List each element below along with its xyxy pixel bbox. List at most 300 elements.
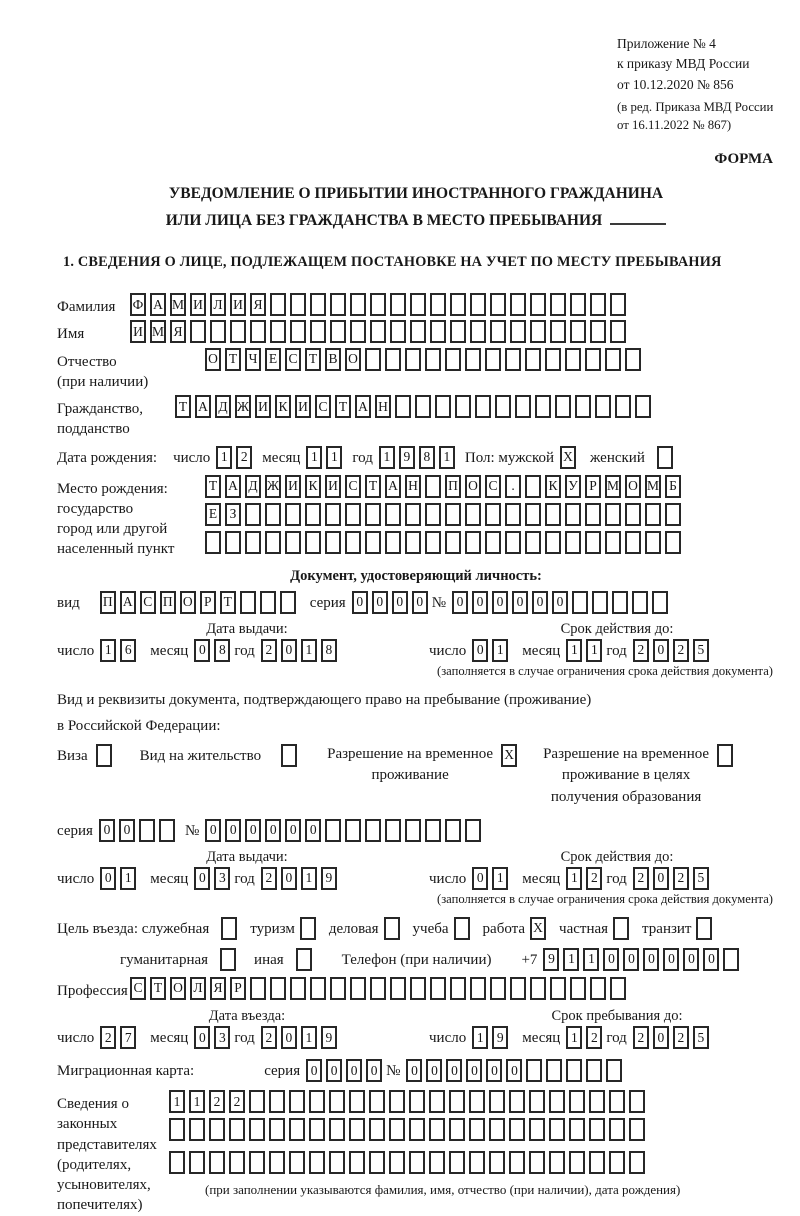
- char-box: Я: [250, 293, 266, 316]
- char-box: X: [501, 744, 517, 767]
- char-box: 0: [623, 948, 639, 971]
- char-box: [345, 819, 361, 842]
- temp-residence-edu-label: Разрешение на временное проживание в целях получения образования: [543, 745, 710, 806]
- char-box: О: [465, 475, 481, 498]
- char-box: [330, 320, 346, 343]
- char-box: И: [325, 475, 341, 498]
- char-box: 9: [321, 1026, 337, 1049]
- residence-valid-date-group: [429, 849, 775, 890]
- char-box: [169, 1118, 185, 1141]
- char-box: [505, 531, 521, 554]
- char-box: Т: [205, 475, 221, 498]
- char-box: 0: [281, 639, 297, 662]
- char-box: [545, 531, 561, 554]
- char-box: [485, 503, 501, 526]
- sex-female-checkbox: [657, 446, 677, 469]
- char-box: [415, 395, 431, 418]
- char-box: [589, 1118, 605, 1141]
- char-box: Л: [210, 293, 226, 316]
- char-box: [430, 293, 446, 316]
- char-box: 0: [392, 591, 408, 614]
- patronymic-row: [57, 348, 775, 393]
- char-box: [449, 1118, 465, 1141]
- char-box: [549, 1118, 565, 1141]
- char-box: К: [305, 475, 321, 498]
- char-box: 2: [586, 867, 602, 890]
- char-box: [350, 293, 366, 316]
- year-label: год: [234, 870, 255, 887]
- phone-label: Телефон (при наличии): [341, 951, 492, 968]
- char-box: [465, 531, 481, 554]
- char-box: [329, 1118, 345, 1141]
- month-label: месяц: [150, 1030, 189, 1047]
- char-box: З: [225, 503, 241, 526]
- char-box: [629, 1090, 645, 1113]
- appendix-line: от 10.12.2020 № 856: [617, 76, 734, 92]
- char-box: [445, 531, 461, 554]
- char-box: [229, 1118, 245, 1141]
- char-box: И: [230, 293, 246, 316]
- char-box: 0: [683, 948, 699, 971]
- char-box: [510, 320, 526, 343]
- char-box: 0: [486, 1059, 502, 1082]
- char-box: [309, 1118, 325, 1141]
- char-box: 0: [99, 819, 115, 842]
- char-box: О: [180, 591, 196, 614]
- visit-purpose-row: [57, 917, 775, 940]
- char-box: 0: [346, 1059, 362, 1082]
- citizenship-label: Гражданство, подданство: [57, 401, 144, 438]
- residence-valid-day-boxes: [472, 867, 512, 890]
- char-box: [475, 395, 491, 418]
- char-box: [425, 475, 441, 498]
- char-box: 1: [169, 1090, 185, 1113]
- char-box: 1: [301, 639, 317, 662]
- char-box: 0: [472, 591, 488, 614]
- char-box: С: [315, 395, 331, 418]
- sex-male-label: Пол: мужской: [464, 449, 555, 466]
- day-label: число: [429, 870, 467, 887]
- char-box: 0: [205, 819, 221, 842]
- char-box: [230, 320, 246, 343]
- residence-series-boxes: [99, 819, 179, 842]
- char-box: [455, 395, 471, 418]
- char-box: [585, 348, 601, 371]
- char-box: [545, 503, 561, 526]
- char-box: [430, 977, 446, 1000]
- char-box: С: [130, 977, 146, 1000]
- char-box: 0: [512, 591, 528, 614]
- residence-permit-checkbox: [281, 744, 301, 767]
- char-box: 2: [261, 867, 277, 890]
- char-box: [515, 395, 531, 418]
- representatives-row: [57, 1090, 775, 1216]
- char-box: [525, 503, 541, 526]
- char-box: [330, 977, 346, 1000]
- residence-doc-type-row: [57, 744, 775, 809]
- char-box: [613, 917, 629, 940]
- residence-issue-date-group: [57, 849, 407, 890]
- char-box: [289, 1090, 305, 1113]
- char-box: [454, 917, 470, 940]
- char-box: [445, 819, 461, 842]
- char-box: [369, 1118, 385, 1141]
- char-box: 1: [306, 446, 322, 469]
- validity-note: (заполняется в случае ограничения срока действия документа): [437, 663, 773, 678]
- entry-month-boxes: [194, 1026, 234, 1049]
- char-box: [289, 1118, 305, 1141]
- char-box: М: [605, 475, 621, 498]
- char-box: [612, 591, 628, 614]
- char-box: 1: [566, 867, 582, 890]
- validity-note: (заполняется в случае ограничения срока действия документа): [437, 891, 773, 906]
- purpose-transit-checkbox: [696, 917, 716, 940]
- char-box: [305, 503, 321, 526]
- char-box: [609, 1118, 625, 1141]
- residence-issue-year-boxes: [261, 867, 341, 890]
- char-box: Т: [220, 591, 236, 614]
- char-box: [550, 293, 566, 316]
- char-box: [425, 819, 441, 842]
- surname-boxes: [130, 293, 630, 316]
- char-box: 1: [379, 446, 395, 469]
- char-box: 2: [261, 639, 277, 662]
- char-box: [349, 1118, 365, 1141]
- doc-valid-day-boxes: [472, 639, 512, 662]
- char-box: [390, 293, 406, 316]
- char-box: И: [285, 475, 301, 498]
- char-box: 0: [225, 819, 241, 842]
- char-box: [221, 917, 237, 940]
- char-box: 9: [492, 1026, 508, 1049]
- char-box: 0: [281, 867, 297, 890]
- stay-month-boxes: [566, 1026, 606, 1049]
- char-box: [470, 977, 486, 1000]
- char-box: К: [275, 395, 291, 418]
- char-box: [384, 917, 400, 940]
- char-box: [189, 1118, 205, 1141]
- residence-doc-dates: [57, 849, 775, 890]
- day-label: число: [57, 642, 95, 659]
- purpose-private-checkbox: [613, 917, 633, 940]
- birth-place-boxes-row1: [205, 475, 685, 498]
- month-label: месяц: [522, 642, 561, 659]
- doc-issue-date-group: [57, 621, 407, 662]
- identity-doc-row: [57, 591, 775, 614]
- char-box: [349, 1090, 365, 1113]
- migration-card-label: Миграционная карта:: [57, 1063, 195, 1080]
- series-label: серия: [264, 1063, 301, 1080]
- form-title: [57, 180, 775, 234]
- visa-checkbox: [96, 744, 116, 767]
- migration-series-boxes: [306, 1059, 386, 1082]
- char-box: [385, 531, 401, 554]
- char-box: [665, 531, 681, 554]
- migration-number-boxes: [406, 1059, 626, 1082]
- char-box: [489, 1118, 505, 1141]
- day-label: число: [429, 642, 467, 659]
- form-title-line2: ИЛИ ЛИЦА БЕЗ ГРАЖДАНСТВА В МЕСТО ПРЕБЫВАНИЯ: [57, 207, 775, 234]
- char-box: [645, 503, 661, 526]
- residence-issue-month-boxes: [194, 867, 234, 890]
- char-box: 0: [446, 1059, 462, 1082]
- char-box: Т: [225, 348, 241, 371]
- char-box: Т: [175, 395, 191, 418]
- char-box: 5: [693, 867, 709, 890]
- residence-valid-year-boxes: [633, 867, 713, 890]
- char-box: Ж: [235, 395, 251, 418]
- char-box: [569, 1090, 585, 1113]
- char-box: 2: [261, 1026, 277, 1049]
- char-box: 0: [285, 819, 301, 842]
- month-label: месяц: [262, 449, 301, 466]
- citizenship-boxes: [175, 395, 655, 418]
- char-box: 0: [466, 1059, 482, 1082]
- char-box: [526, 1059, 542, 1082]
- char-box: [209, 1118, 225, 1141]
- given-name-row: [57, 320, 775, 344]
- char-box: [285, 531, 301, 554]
- char-box: А: [385, 475, 401, 498]
- char-box: [325, 531, 341, 554]
- visa-option: [57, 744, 116, 767]
- char-box: 1: [100, 639, 116, 662]
- char-box: 0: [603, 948, 619, 971]
- entry-day-boxes: [100, 1026, 140, 1049]
- surname-row: [57, 293, 775, 317]
- char-box: [300, 917, 316, 940]
- char-box: [565, 503, 581, 526]
- char-box: 1: [326, 446, 342, 469]
- char-box: [310, 293, 326, 316]
- year-label: год: [606, 642, 627, 659]
- char-box: [610, 320, 626, 343]
- year-label: год: [234, 1030, 255, 1047]
- residence-number-boxes: [205, 819, 485, 842]
- char-box: [585, 531, 601, 554]
- purpose-business: деловая: [329, 917, 404, 940]
- char-box: 2: [633, 1026, 649, 1049]
- char-box: [530, 293, 546, 316]
- doc-issue-day-boxes: [100, 639, 140, 662]
- char-box: О: [345, 348, 361, 371]
- residence-doc-line1: Вид и реквизиты документа, подтверждающего право на пребывание (проживание): [57, 691, 592, 708]
- char-box: .: [505, 475, 521, 498]
- stay-until-caption: Срок пребывания до:: [551, 1008, 683, 1025]
- char-box: [385, 503, 401, 526]
- char-box: [309, 1090, 325, 1113]
- char-box: 9: [321, 867, 337, 890]
- char-box: [296, 948, 312, 971]
- appendix-note: [617, 34, 800, 135]
- char-box: [550, 977, 566, 1000]
- purpose-tourism-checkbox: [300, 917, 320, 940]
- char-box: И: [255, 395, 271, 418]
- char-box: 1: [586, 639, 602, 662]
- char-box: О: [625, 475, 641, 498]
- char-box: [190, 320, 206, 343]
- char-box: [385, 819, 401, 842]
- char-box: [210, 320, 226, 343]
- char-box: [329, 1090, 345, 1113]
- char-box: У: [565, 475, 581, 498]
- char-box: [409, 1118, 425, 1141]
- char-box: [409, 1090, 425, 1113]
- char-box: [370, 293, 386, 316]
- number-label: №: [184, 822, 200, 839]
- char-box: 0: [406, 1059, 422, 1082]
- char-box: [450, 977, 466, 1000]
- char-box: [570, 320, 586, 343]
- char-box: Н: [405, 475, 421, 498]
- char-box: [565, 531, 581, 554]
- char-box: [605, 531, 621, 554]
- residence-permit-option: [140, 744, 301, 767]
- char-box: [530, 977, 546, 1000]
- birth-place-label: Место рождения: государство город или другой населенный пункт: [57, 480, 175, 558]
- char-box: 0: [119, 819, 135, 842]
- char-box: [430, 320, 446, 343]
- char-box: [509, 1090, 525, 1113]
- char-box: [280, 591, 296, 614]
- char-box: [470, 320, 486, 343]
- char-box: Ж: [265, 475, 281, 498]
- char-box: 0: [703, 948, 719, 971]
- sex-male-checkbox: [560, 446, 580, 469]
- char-box: С: [285, 348, 301, 371]
- number-label: №: [386, 1063, 401, 1080]
- char-box: [625, 503, 641, 526]
- char-box: [723, 948, 739, 971]
- char-box: В: [325, 348, 341, 371]
- purpose-other-label: иная: [254, 951, 284, 968]
- char-box: [270, 977, 286, 1000]
- form-title-line1: УВЕДОМЛЕНИЕ О ПРИБЫТИИ ИНОСТРАННОГО ГРАЖДАНИНА: [168, 184, 664, 202]
- char-box: 2: [673, 1026, 689, 1049]
- birth-place-boxes-row2: [205, 503, 685, 526]
- purpose-row-2: [120, 948, 775, 971]
- char-box: [469, 1118, 485, 1141]
- char-box: [365, 348, 381, 371]
- given-name-label: Имя: [57, 326, 85, 343]
- char-box: 1: [301, 867, 317, 890]
- char-box: Я: [210, 977, 226, 1000]
- char-box: 0: [532, 591, 548, 614]
- day-label: число: [429, 1030, 467, 1047]
- char-box: 0: [643, 948, 659, 971]
- char-box: Р: [200, 591, 216, 614]
- char-box: П: [100, 591, 116, 614]
- char-box: 0: [194, 867, 210, 890]
- char-box: [96, 744, 112, 767]
- visa-label: Виза: [57, 747, 88, 764]
- char-box: [470, 293, 486, 316]
- char-box: 0: [281, 1026, 297, 1049]
- birth-place-boxes-block: [205, 475, 685, 559]
- purpose-humanitarian-checkbox: [220, 948, 240, 971]
- char-box: Л: [190, 977, 206, 1000]
- char-box: [410, 293, 426, 316]
- char-box: [569, 1118, 585, 1141]
- char-box: [490, 977, 506, 1000]
- char-box: А: [355, 395, 371, 418]
- char-box: [325, 819, 341, 842]
- char-box: [510, 293, 526, 316]
- doc-valid-year-boxes: [633, 639, 713, 662]
- char-box: 0: [426, 1059, 442, 1082]
- char-box: [285, 503, 301, 526]
- doc-valid-date-group: [429, 621, 775, 662]
- char-box: [425, 531, 441, 554]
- issue-date-caption: Дата выдачи:: [206, 848, 288, 865]
- char-box: [525, 348, 541, 371]
- purpose-tourism: туризм: [250, 917, 320, 940]
- char-box: [465, 348, 481, 371]
- doc-series-boxes: [352, 591, 432, 614]
- char-box: 0: [194, 1026, 210, 1049]
- char-box: [270, 293, 286, 316]
- char-box: [389, 1090, 405, 1113]
- residence-permit-label: Вид на жительство: [139, 747, 262, 764]
- char-box: 0: [305, 819, 321, 842]
- char-box: [265, 503, 281, 526]
- char-box: Д: [215, 395, 231, 418]
- char-box: 0: [653, 867, 669, 890]
- char-box: 1: [189, 1090, 205, 1113]
- char-box: Ч: [245, 348, 261, 371]
- char-box: [625, 348, 641, 371]
- char-box: [385, 348, 401, 371]
- char-box: [590, 977, 606, 1000]
- char-box: 1: [492, 867, 508, 890]
- purpose-study: учеба: [413, 917, 474, 940]
- char-box: 2: [673, 639, 689, 662]
- char-box: 2: [673, 867, 689, 890]
- temp-residence-checkbox: [501, 744, 521, 767]
- char-box: [485, 348, 501, 371]
- char-box: [610, 977, 626, 1000]
- char-box: Д: [245, 475, 261, 498]
- char-box: 0: [452, 591, 468, 614]
- char-box: М: [170, 293, 186, 316]
- char-box: 2: [236, 446, 252, 469]
- year-label: год: [606, 870, 627, 887]
- char-box: [225, 531, 241, 554]
- char-box: [609, 1090, 625, 1113]
- char-box: 1: [583, 948, 599, 971]
- char-box: [505, 348, 521, 371]
- appendix-edition-line: (в ред. Приказа МВД России: [617, 99, 774, 114]
- entry-date-group: [57, 1008, 407, 1049]
- char-box: 1: [566, 639, 582, 662]
- char-box: [245, 531, 261, 554]
- char-box: [590, 320, 606, 343]
- char-box: [370, 320, 386, 343]
- char-box: [365, 503, 381, 526]
- valid-until-caption: Срок действия до:: [560, 620, 674, 637]
- stay-day-boxes: [472, 1026, 512, 1049]
- char-box: Я: [170, 320, 186, 343]
- char-box: [250, 977, 266, 1000]
- char-box: [290, 320, 306, 343]
- patronymic-label: Отчество (при наличии): [57, 353, 149, 390]
- temp-residence-label: Разрешение на временное проживание: [327, 745, 494, 784]
- char-box: Е: [265, 348, 281, 371]
- birth-year-boxes: [379, 446, 459, 469]
- char-box: 0: [506, 1059, 522, 1082]
- char-box: [205, 531, 221, 554]
- purpose-other-checkbox: [296, 948, 316, 971]
